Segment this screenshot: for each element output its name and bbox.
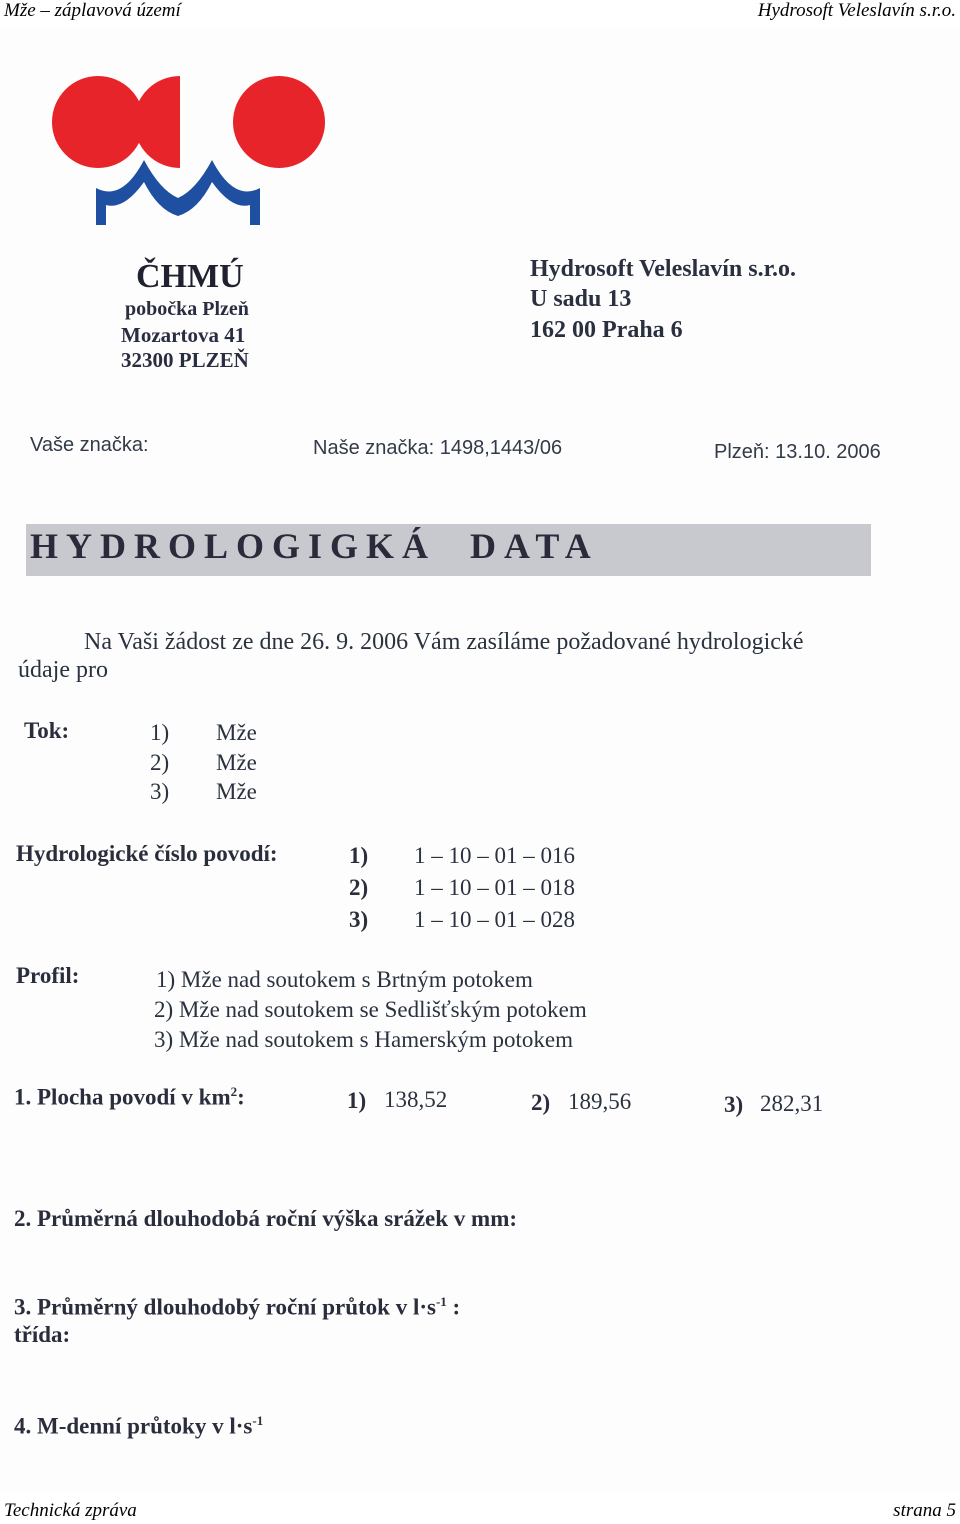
mdenni-label: 4. M-denní průtoky v $l\cdot s^{-1}$ [14,1413,264,1439]
sender-branch: pobočka Plzeň [125,298,249,320]
footer-right: strana 5 [893,1500,956,1521]
povodi-value-1: 1 – 10 – 01 – 016 [414,843,575,868]
plocha-value-3: 282,31 [760,1091,824,1116]
intro-line-2: údaje pro [18,657,108,683]
logo-red-circle-left [52,76,144,168]
tok-value-3: Mže [216,779,257,804]
plocha-value-1: 138,52 [384,1087,448,1112]
sender-street: Mozartova 41 [121,323,246,347]
intro-line-1: Na Vaši žádost ze dne 26. 9. 2006 Vám zasíláme požadované hydrologické [84,629,804,655]
plocha-num-1: 1) [347,1088,367,1113]
our-reference: Naše značka: 1498,1443/06 [313,437,563,459]
tok-num-2: 2) [150,750,170,775]
recipient-street: U sadu 13 [530,286,632,312]
page-header-right: Hydrosoft Veleslavín s.r.o. [757,0,956,21]
tok-value-2: Mže [216,750,257,775]
document-title: HYDROLOGIGKÁ DATA [30,526,599,566]
footer-left: Technická zpráva [4,1500,137,1521]
mdenni-superscript: -1 [252,1413,264,1428]
plocha-num-3: 3) [724,1092,744,1117]
recipient-city: 162 00 Praha 6 [530,317,683,343]
logo-blue-wave [96,160,260,225]
tok-label: Tok: [24,718,70,743]
plocha-superscript: 2 [230,1084,238,1099]
prutok-superscript: -1 [435,1294,447,1309]
prutok-label: 3. Průměrný dlouhodobý roční průtok v $l\cdot s^{-1}$ : [14,1294,461,1320]
profil-label: Profil: [16,963,80,988]
povodi-value-3: 1 – 10 – 01 – 028 [414,907,575,932]
your-reference: Vaše značka: [30,434,149,456]
scanned-letter [0,28,960,1493]
srazky-label: 2. Průměrná dlouhodobá roční výška srážek v mm: [14,1206,518,1231]
sender-city: 32300 PLZEŇ [121,348,249,372]
plocha-value-2: 189,56 [568,1089,632,1114]
logo-red-half-circle [134,76,180,168]
plocha-num-2: 2) [531,1090,551,1115]
povodi-value-2: 1 – 10 – 01 – 018 [414,875,575,900]
page-header-left: Mže – záplavová území [4,0,181,21]
povodi-label: Hydrologické číslo povodí: [16,841,278,866]
tok-num-1: 1) [150,720,170,745]
sender-name: ČHMÚ [136,258,244,295]
plocha-label: 1. Plocha povodí v $km^2$: [14,1084,245,1110]
profil-item-1: 1) Mže nad soutokem s Brtným potokem [156,967,533,992]
povodi-num-3: 3) [349,907,369,932]
tok-num-3: 3) [150,779,170,804]
recipient-name: Hydrosoft Veleslavín s.r.o. [530,256,797,282]
profil-item-3: 3) Mže nad soutokem s Hamerským potokem [154,1027,574,1052]
povodi-num-2: 2) [349,875,369,900]
chmu-logo [52,70,332,230]
place-date: Plzeň: 13.10. 2006 [714,441,881,463]
profil-item-2: 2) Mže nad soutokem se Sedlišťským potokem [154,997,587,1022]
logo-red-circle-right [233,76,325,168]
povodi-num-1: 1) [349,843,369,868]
prutok-trida: třída: [14,1322,71,1347]
tok-value-1: Mže [216,720,257,745]
